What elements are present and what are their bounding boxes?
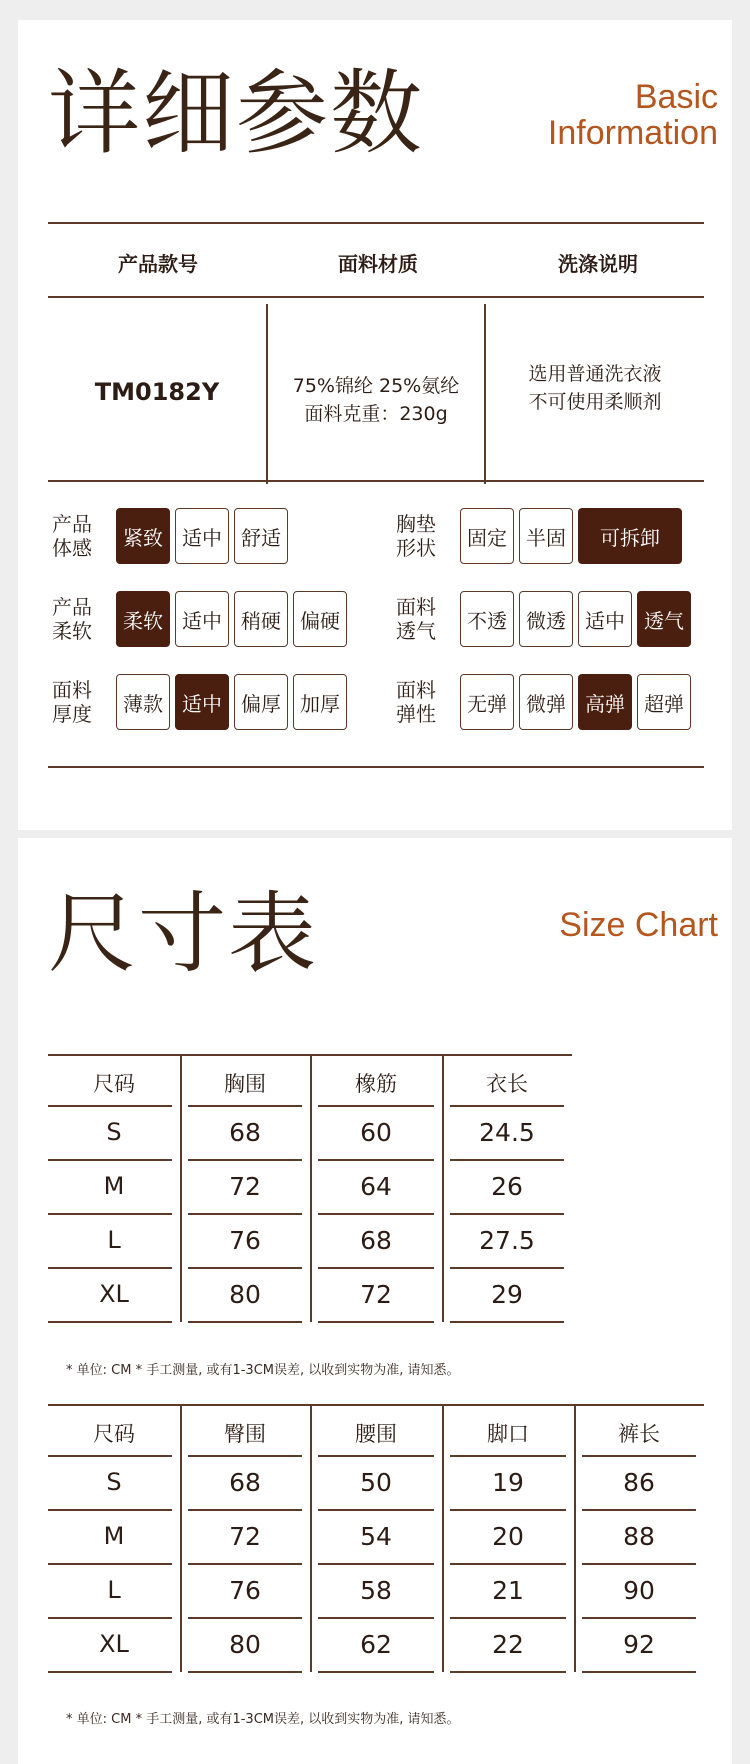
divider — [48, 222, 704, 224]
table-column-divider — [310, 1404, 312, 1672]
table-row-divider — [450, 1267, 564, 1269]
en-title-line-1: Basic — [634, 78, 718, 116]
measurement-note: * 单位: CM * 手工测量, 或有1-3CM误差, 以收到实物为准, 请知悉。 — [66, 1712, 460, 1727]
table-cell: 24.5 — [479, 1118, 535, 1147]
table-cell: 60 — [360, 1118, 392, 1147]
basic-info-en-title — [548, 80, 718, 151]
table-cell: 29 — [491, 1280, 523, 1309]
table-row-divider — [48, 1671, 172, 1673]
table-row-divider — [188, 1509, 302, 1511]
table-column-divider — [442, 1054, 444, 1322]
attribute-label-line: 透气 — [396, 619, 436, 643]
table-cell: 72 — [229, 1172, 261, 1201]
size-chart-en-title: Size Chart — [559, 906, 718, 944]
table-row-divider — [188, 1267, 302, 1269]
table-header: 尺码 — [93, 1072, 135, 1096]
table-cell: M — [103, 1522, 125, 1550]
size-chart-title: 尺寸表 — [48, 882, 319, 985]
attribute-option: 适中 — [175, 508, 229, 564]
table-row-divider — [582, 1563, 696, 1565]
attribute-option: 偏硬 — [293, 591, 347, 647]
attribute-label — [46, 595, 98, 643]
table-header-divider — [582, 1455, 696, 1457]
attribute-option: 适中 — [175, 591, 229, 647]
table-row-divider — [582, 1509, 696, 1511]
table-row-divider — [450, 1563, 566, 1565]
table-cell: 27.5 — [479, 1226, 535, 1255]
header-wash: 洗涤说明 — [558, 252, 638, 276]
table-row-divider — [318, 1213, 434, 1215]
basic-info-panel — [18, 20, 732, 830]
table-cell: 21 — [492, 1576, 524, 1605]
attribute-option: 加厚 — [293, 674, 347, 730]
table-row-divider — [450, 1617, 566, 1619]
attribute-option: 可拆卸 — [578, 508, 682, 564]
attribute-label — [390, 678, 442, 726]
header-model: 产品款号 — [118, 252, 198, 276]
attribute-option: 微弹 — [519, 674, 573, 730]
table-row-divider — [450, 1671, 566, 1673]
table-top-border — [48, 1404, 704, 1406]
table-header: 脚口 — [487, 1422, 529, 1446]
attribute-label-line: 面料 — [396, 595, 436, 619]
table-cell: S — [106, 1118, 122, 1146]
table-cell: 62 — [360, 1630, 392, 1659]
divider — [48, 480, 704, 482]
attribute-label-line: 产品 — [52, 595, 92, 619]
table-row-divider — [318, 1509, 434, 1511]
table-header: 腰围 — [355, 1422, 397, 1446]
attribute-option: 偏厚 — [234, 674, 288, 730]
attribute-label-line: 体感 — [52, 536, 92, 560]
attribute-label-line: 产品 — [52, 512, 92, 536]
table-row-divider — [188, 1321, 302, 1323]
attribute-label — [390, 595, 442, 643]
table-row-divider — [318, 1321, 434, 1323]
table-cell: 68 — [229, 1468, 261, 1497]
table-cell: 80 — [229, 1630, 261, 1659]
material-info — [268, 372, 484, 428]
attribute-option: 无弹 — [460, 674, 514, 730]
wash-line-2: 不可使用柔顺剂 — [528, 391, 662, 413]
material-composition: 75%锦纶 25%氨纶 — [292, 375, 460, 397]
attribute-option: 固定 — [460, 508, 514, 564]
table-cell: 68 — [360, 1226, 392, 1255]
attribute-label-line: 柔软 — [52, 619, 92, 643]
attribute-label-line: 弹性 — [396, 702, 436, 726]
table-cell: 92 — [623, 1630, 655, 1659]
table-header-divider — [318, 1455, 434, 1457]
table-cell: 76 — [229, 1576, 261, 1605]
table-row-divider — [450, 1509, 566, 1511]
table-header-divider — [318, 1105, 434, 1107]
attribute-option: 柔软 — [116, 591, 170, 647]
table-cell: 58 — [360, 1576, 392, 1605]
table-row-divider — [450, 1321, 564, 1323]
table-column-divider — [310, 1054, 312, 1322]
basic-info-title: 详细参数 — [48, 60, 425, 167]
table-row-divider — [188, 1159, 302, 1161]
table-column-divider — [574, 1404, 576, 1672]
table-row-divider — [188, 1563, 302, 1565]
table-header: 衣长 — [486, 1072, 528, 1096]
table-row-divider — [582, 1617, 696, 1619]
attribute-option: 微透 — [519, 591, 573, 647]
table-row-divider — [188, 1671, 302, 1673]
attribute-option: 不透 — [460, 591, 514, 647]
table-row-divider — [318, 1617, 434, 1619]
material-weight: 面料克重：230g — [304, 403, 448, 425]
attribute-option: 超弹 — [637, 674, 691, 730]
table-cell: 19 — [492, 1468, 524, 1497]
table-cell: 88 — [623, 1522, 655, 1551]
table-row-divider — [188, 1617, 302, 1619]
table-header-divider — [450, 1455, 566, 1457]
table-cell: M — [103, 1172, 125, 1200]
attribute-label-line: 形状 — [396, 536, 436, 560]
divider — [48, 296, 704, 298]
table-row-divider — [450, 1159, 564, 1161]
attribute-label-line: 面料 — [396, 678, 436, 702]
table-row-divider — [48, 1267, 172, 1269]
table-cell: 90 — [623, 1576, 655, 1605]
table-cell: 64 — [360, 1172, 392, 1201]
attribute-option: 薄款 — [116, 674, 170, 730]
attribute-option: 适中 — [578, 591, 632, 647]
table-cell: 68 — [229, 1118, 261, 1147]
table-cell: XL — [99, 1280, 129, 1308]
table-column-divider — [180, 1054, 182, 1322]
attribute-label — [46, 512, 98, 560]
table-column-divider — [180, 1404, 182, 1672]
attribute-option: 适中 — [175, 674, 229, 730]
table-row-divider — [318, 1563, 434, 1565]
en-title-line-2: Information — [547, 113, 718, 152]
table-cell: L — [107, 1226, 121, 1254]
table-header-divider — [450, 1105, 564, 1107]
table-cell: 86 — [623, 1468, 655, 1497]
table-header-divider — [48, 1455, 172, 1457]
table-row-divider — [48, 1509, 172, 1511]
table-header: 胸围 — [224, 1072, 266, 1096]
table-row-divider — [48, 1159, 172, 1161]
table-row-divider — [582, 1671, 696, 1673]
table-cell: 54 — [360, 1522, 392, 1551]
size-chart-panel — [18, 838, 732, 1764]
attribute-label-line: 厚度 — [52, 702, 92, 726]
table-row-divider — [48, 1617, 172, 1619]
table-cell: L — [107, 1576, 121, 1604]
table-header: 臀围 — [224, 1422, 266, 1446]
table-cell: 80 — [229, 1280, 261, 1309]
table-cell: XL — [99, 1630, 129, 1658]
table-row-divider — [188, 1213, 302, 1215]
divider — [48, 766, 704, 768]
attribute-option: 高弹 — [578, 674, 632, 730]
attribute-option: 舒适 — [234, 508, 288, 564]
measurement-note: * 单位: CM * 手工测量, 或有1-3CM误差, 以收到实物为准, 请知悉。 — [66, 1363, 460, 1378]
table-row-divider — [450, 1213, 564, 1215]
table-cell: 22 — [492, 1630, 524, 1659]
header-material: 面料材质 — [338, 252, 418, 276]
table-cell: 72 — [360, 1280, 392, 1309]
table-cell: 72 — [229, 1522, 261, 1551]
model-number: TM0182Y — [94, 378, 220, 406]
table-header-divider — [188, 1105, 302, 1107]
table-cell: 50 — [360, 1468, 392, 1497]
attribute-option: 半固 — [519, 508, 573, 564]
attribute-label-line: 胸垫 — [396, 512, 436, 536]
table-cell: 26 — [491, 1172, 523, 1201]
table-row-divider — [318, 1671, 434, 1673]
table-header-divider — [48, 1105, 172, 1107]
attribute-option: 透气 — [637, 591, 691, 647]
attribute-label-line: 面料 — [52, 678, 92, 702]
table-row-divider — [48, 1213, 172, 1215]
table-cell: 20 — [492, 1522, 524, 1551]
attribute-label — [390, 512, 442, 560]
wash-line-1: 选用普通洗衣液 — [528, 363, 662, 385]
table-row-divider — [318, 1267, 434, 1269]
table-header: 裤长 — [618, 1422, 660, 1446]
table-header: 尺码 — [93, 1422, 135, 1446]
table-row-divider — [48, 1321, 172, 1323]
table-row-divider — [48, 1563, 172, 1565]
wash-info — [486, 360, 704, 416]
table-row-divider — [318, 1159, 434, 1161]
table-header-divider — [188, 1455, 302, 1457]
attribute-option: 稍硬 — [234, 591, 288, 647]
table-cell: 76 — [229, 1226, 261, 1255]
attribute-option: 紧致 — [116, 508, 170, 564]
table-cell: S — [106, 1468, 122, 1496]
table-header: 橡筋 — [355, 1072, 397, 1096]
attribute-label — [46, 678, 98, 726]
table-column-divider — [442, 1404, 444, 1672]
